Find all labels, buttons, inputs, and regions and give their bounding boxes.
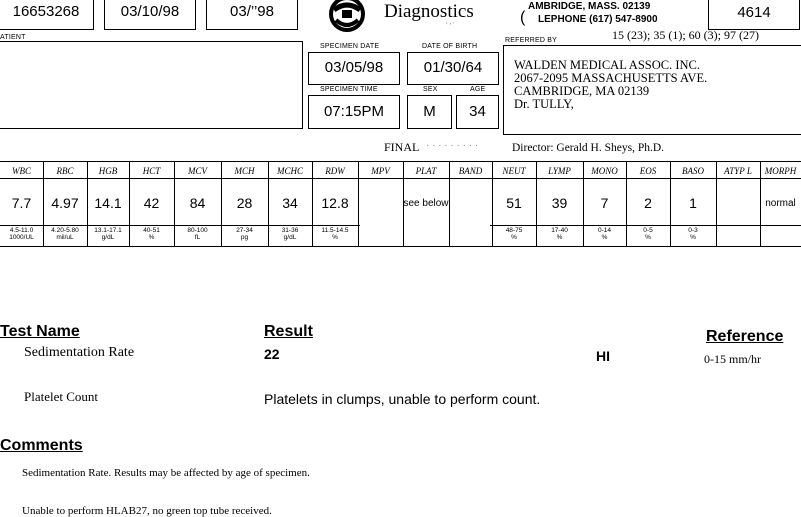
test-codes: 15 (23); 35 (1); 60 (3); 97 (27) bbox=[612, 28, 759, 42]
cbc-ref-line: g/dL bbox=[101, 234, 115, 241]
cbc-header-atyp-l: ATYP L bbox=[724, 166, 752, 176]
cbc-ref-line: 13.1-17.1 bbox=[94, 227, 122, 234]
cbc-header-mchc: MCHC bbox=[276, 166, 303, 176]
cbc-ref-line: 17-40 bbox=[551, 227, 568, 234]
report-date-1: 03/10/98 bbox=[120, 3, 180, 20]
cbc-value-baso: 1 bbox=[689, 195, 697, 211]
cbc-header-hct: HCT bbox=[142, 166, 161, 176]
cbc-ref-eos bbox=[626, 227, 670, 241]
date-of-birth: 01/30/64 bbox=[423, 59, 483, 76]
cbc-value-plat: see below bbox=[403, 198, 449, 209]
dob-box bbox=[407, 52, 499, 85]
cbc-top-rule bbox=[0, 161, 801, 162]
sex-value: M bbox=[423, 103, 436, 120]
cbc-ref-line: 4.5-11.0 bbox=[9, 227, 34, 234]
cbc-header-neut: NEUT bbox=[502, 166, 526, 176]
cbc-ref-rdw bbox=[312, 227, 358, 241]
cbc-value-mchc: 34 bbox=[282, 195, 298, 211]
cbc-value-neut: 51 bbox=[506, 195, 522, 211]
cbc-ref-mchc bbox=[268, 227, 312, 241]
cbc-header-rdw: RDW bbox=[325, 166, 345, 176]
cbc-ref-line: g/dL bbox=[283, 234, 297, 241]
result-name-sed-rate: Sedimentation Rate bbox=[24, 345, 135, 360]
cbc-ref-lymp bbox=[536, 227, 583, 241]
referred-left-rule bbox=[503, 45, 504, 135]
specimen-date-box bbox=[308, 52, 400, 85]
lab-subtitle: ʻ ’ ´ bbox=[446, 23, 456, 30]
account-number: 4614 bbox=[737, 4, 771, 21]
cbc-ref-line: % bbox=[511, 234, 517, 241]
cbc-ref-line: 0-14 bbox=[597, 227, 611, 234]
date2-box bbox=[206, 0, 298, 30]
cbc-ref-line: 48-75 bbox=[505, 227, 523, 234]
cbc-ref-line: 0-3 bbox=[688, 227, 698, 234]
cbc-header-lymp: LYMP bbox=[548, 166, 571, 176]
cbc-ref-line: 31-36 bbox=[281, 227, 299, 234]
paren-mark: ( bbox=[520, 9, 526, 26]
cbc-header-mono: MONO bbox=[591, 166, 618, 176]
lab-name: Diagnostics bbox=[384, 1, 474, 22]
cbc-ref-line: % bbox=[332, 234, 338, 241]
patient-bottom-rule bbox=[0, 128, 303, 129]
cbc-value-mch: 28 bbox=[236, 195, 253, 211]
cbc-value-rbc: 4.97 bbox=[51, 195, 79, 211]
cbc-header-rbc: RBC bbox=[56, 166, 74, 176]
lab-director: Director: Gerald H. Sheys, Ph.D. bbox=[512, 142, 665, 154]
accession-box bbox=[0, 0, 94, 30]
cbc-header-baso: BASO bbox=[682, 166, 704, 176]
cbc-ref-mono bbox=[583, 227, 626, 241]
cbc-header-wbc: WBC bbox=[12, 166, 31, 176]
cbc-value-hgb: 14.1 bbox=[94, 195, 122, 211]
age-value: 34 bbox=[469, 103, 486, 120]
cbc-ref-line: % bbox=[556, 234, 563, 241]
cbc-ref-line: mil/uL bbox=[56, 234, 74, 241]
patient-label: ATIENT bbox=[0, 34, 26, 41]
sex-box bbox=[407, 95, 452, 129]
lab-logo-icon bbox=[326, 0, 368, 36]
cbc-header-rule bbox=[0, 178, 801, 179]
result-flag-sed-rate: HI bbox=[596, 348, 610, 364]
result-reference-sed-rate: 0-15 mm/hr bbox=[704, 352, 761, 366]
referred-line-4: Dr. TULLY, bbox=[514, 97, 574, 111]
cbc-ref-line: pg bbox=[240, 234, 249, 241]
cbc-ref-line: % bbox=[601, 234, 608, 241]
age-label: AGE bbox=[470, 86, 486, 93]
cbc-ref-line: fL bbox=[194, 234, 201, 241]
cbc-ref-mcv bbox=[174, 227, 221, 241]
age-box bbox=[456, 95, 499, 129]
test-name-heading: Test Name bbox=[0, 323, 80, 340]
cbc-value-wbc: 7.7 bbox=[11, 195, 32, 211]
cbc-ref-hct bbox=[129, 227, 174, 241]
cbc-ref-line: % bbox=[645, 234, 651, 241]
referred-line-1: WALDEN MEDICAL ASSOC. INC. bbox=[514, 58, 700, 72]
comment-line-1: Sedimentation Rate. Results may be affected by age of specimen. bbox=[22, 467, 310, 479]
accession-number: 16653268 bbox=[12, 3, 80, 20]
cbc-ref-baso bbox=[670, 227, 716, 241]
cbc-header-band: BAND bbox=[458, 166, 483, 176]
specimen-time-box bbox=[308, 95, 400, 129]
patient-top-rule bbox=[0, 41, 302, 42]
reference-heading: Reference bbox=[706, 328, 784, 345]
account-box bbox=[708, 0, 800, 30]
cbc-ref-line: 11.5-14.5 bbox=[321, 227, 349, 234]
cbc-header-mpv: MPV bbox=[371, 166, 390, 176]
referred-line-2: 2067-2095 MASSACHUSETTS AVE. bbox=[514, 71, 708, 85]
cbc-value-lymp: 39 bbox=[551, 195, 568, 211]
specimen-date-label: SPECIMEN DATE bbox=[320, 43, 380, 50]
cbc-ref-neut bbox=[492, 227, 536, 241]
cbc-value-morph: normal bbox=[765, 198, 796, 209]
dob-label: DATE OF BIRTH bbox=[422, 43, 478, 50]
cbc-header-mch: MCH bbox=[234, 166, 255, 176]
lab-phone: LEPHONE (617) 547-8900 bbox=[538, 14, 658, 25]
specimen-time: 07:15PM bbox=[323, 103, 385, 120]
result-name-platelet: Platelet Count bbox=[24, 389, 99, 404]
cbc-bottom-rule bbox=[0, 246, 801, 247]
cbc-ref-rule bbox=[0, 225, 360, 226]
cbc-header-plat: PLAT bbox=[415, 166, 437, 176]
cbc-value-eos: 2 bbox=[644, 195, 652, 211]
cbc-ref-line: 27-34 bbox=[236, 227, 253, 234]
cbc-ref-mch bbox=[221, 227, 268, 241]
specimen-date: 03/05/98 bbox=[324, 59, 384, 76]
sex-label: SEX bbox=[423, 86, 438, 93]
cbc-ref-line: % bbox=[690, 234, 696, 241]
cbc-value-hct: 42 bbox=[143, 195, 160, 211]
date1-box bbox=[104, 0, 196, 30]
specimen-time-label: SPECIMEN TIME bbox=[320, 86, 378, 93]
cbc-ref-wbc bbox=[0, 227, 43, 241]
referred-top-rule bbox=[503, 45, 801, 46]
patient-right-rule bbox=[302, 41, 303, 129]
lab-address: AMBRIDGE, MASS. 02139 bbox=[528, 1, 651, 12]
referred-line-3: CAMBRIDGE, MA 02139 bbox=[514, 84, 650, 98]
report-status: FINAL bbox=[384, 140, 420, 154]
comment-line-2: Unable to perform HLAB27, no green top tube received. bbox=[22, 505, 272, 517]
cbc-ref-line: 80-100 bbox=[187, 227, 208, 234]
cbc-ref-line: 0-5 bbox=[643, 227, 653, 234]
cbc-value-rdw: 12.8 bbox=[321, 195, 349, 211]
result-value-sed-rate: 22 bbox=[264, 346, 280, 362]
referred-by-label: REFERRED BY bbox=[505, 37, 557, 44]
status-dots: · · · · · · · · · bbox=[426, 140, 479, 151]
cbc-ref-hgb bbox=[87, 227, 129, 241]
cbc-value-mono: 7 bbox=[600, 195, 609, 211]
cbc-ref-line: 40-51 bbox=[143, 227, 160, 234]
cbc-ref-line: % bbox=[148, 234, 155, 241]
referred-bottom-rule bbox=[503, 134, 801, 135]
cbc-header-morph: MORPH bbox=[764, 166, 797, 176]
referred-address bbox=[514, 59, 707, 111]
result-value-platelet: Platelets in clumps, unable to perform count. bbox=[264, 391, 541, 407]
cbc-ref-line: 1000/UL bbox=[9, 234, 34, 241]
cbc-value-mcv: 84 bbox=[189, 195, 206, 211]
cbc-header-eos: EOS bbox=[639, 166, 657, 176]
cbc-header-hgb: HGB bbox=[98, 166, 118, 176]
cbc-ref-rbc bbox=[43, 227, 87, 241]
comments-heading: Comments bbox=[0, 437, 83, 454]
cbc-ref-line: 4.20-5.80 bbox=[51, 227, 79, 234]
cbc-header-mcv: MCV bbox=[188, 166, 207, 176]
report-date-2: 03/’’98 bbox=[230, 3, 274, 20]
result-heading: Result bbox=[264, 323, 313, 340]
